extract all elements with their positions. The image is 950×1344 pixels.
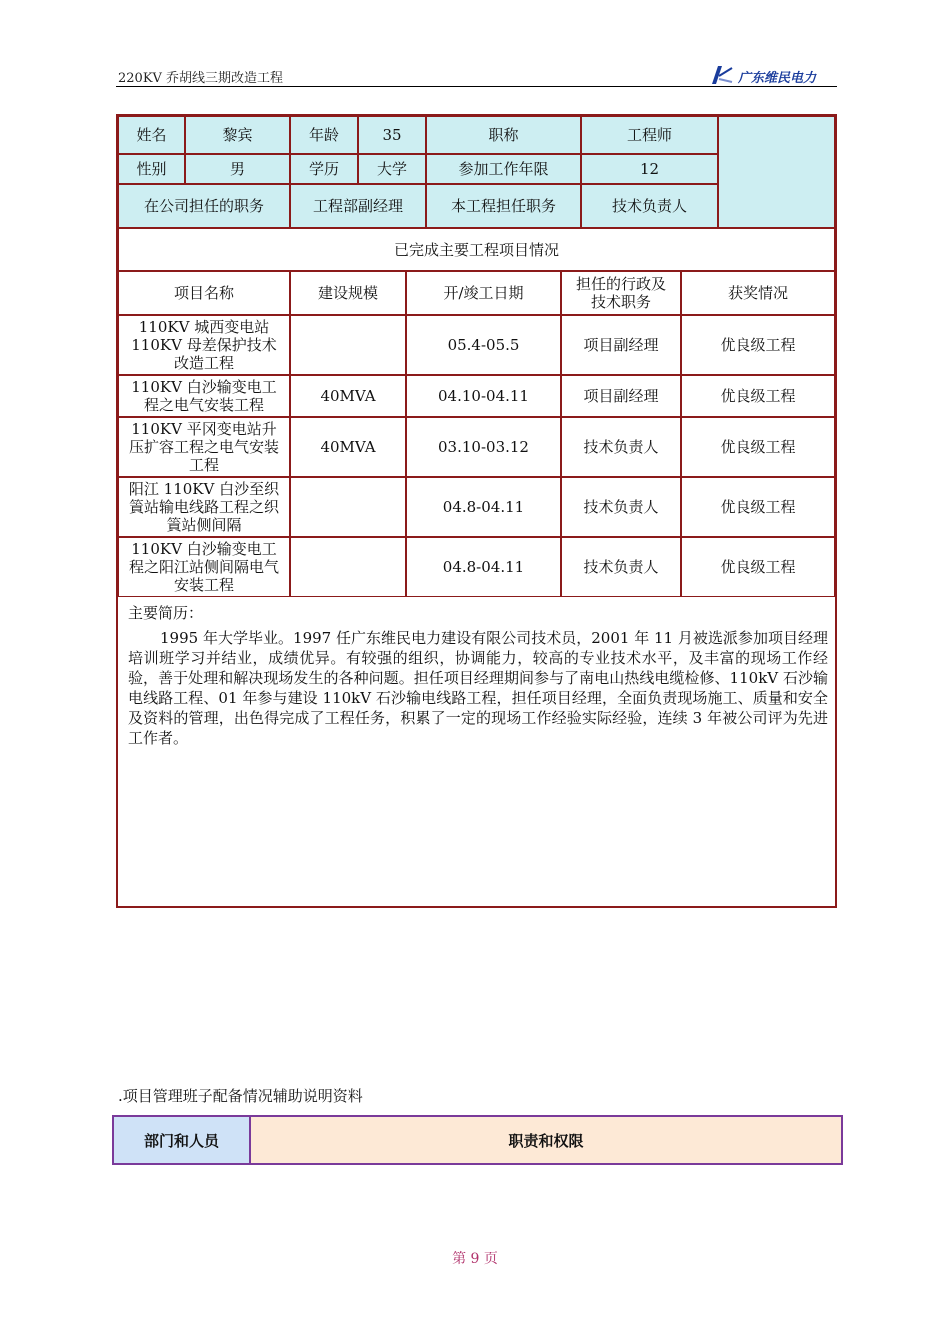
project-row-4-scale [290, 477, 406, 537]
logo-text: 广东维民电力 [738, 71, 817, 86]
col-header-scale: 建设规模 [290, 271, 406, 315]
project-row-5-name: 110KV 白沙输变电工程之阳江站侧间隔电气安装工程 [118, 537, 290, 597]
gender-label: 性别 [118, 154, 185, 184]
project-row-1-award: 优良级工程 [681, 315, 835, 375]
project-row-3-award: 优良级工程 [681, 417, 835, 477]
project-row-5-dates: 04.8-04.11 [406, 537, 561, 597]
resume-label: 主要简历： [128, 604, 204, 622]
project-row-3-scale: 40MVA [290, 417, 406, 477]
project-row-2-award: 优良级工程 [681, 375, 835, 417]
company-position-label: 在公司担任的职务 [118, 184, 290, 228]
project-row-5-award: 优良级工程 [681, 537, 835, 597]
project-row-2-role: 项目副经理 [561, 375, 681, 417]
project-row-4-dates: 04.8-04.11 [406, 477, 561, 537]
project-row-3-name: 110KV 平冈变电站升压扩容工程之电气安装工程 [118, 417, 290, 477]
project-row-1-scale [290, 315, 406, 375]
company-position-value: 工程部副经理 [290, 184, 426, 228]
project-row-3-dates: 03.10-03.12 [406, 417, 561, 477]
company-logo [708, 64, 838, 88]
work-years-label: 参加工作年限 [426, 154, 581, 184]
resume-text: 1995 年大学毕业。1997 任广东维民电力建设有限公司技术员，2001 年 11 月被选派参加项目经理培训班学习并结业，成绩优异。有较强的组织，协调能力，较高的专业技术水平，及丰富的现场工作经验，善于处理和解决现场发生的各种问题。担任项目经理期间参与了南电山热线电缆检修、110kV 石沙输电线路工程、01 年参与建设 110kV 石沙输电线路工程，担任项目经理，全面负责现场施工、质量和安全及资料的管理，出色得完成了工程任务，积累了一定的现场工作经验实际经验，连续 3 年被公司评为先进工作者。 [128, 629, 828, 747]
project-row-2-dates: 04.10-04.11 [406, 375, 561, 417]
col-header-award: 获奖情况 [681, 271, 835, 315]
project-row-1-role: 项目副经理 [561, 315, 681, 375]
col-header-dates: 开/竣工日期 [406, 271, 561, 315]
project-position-value: 技术负责人 [581, 184, 718, 228]
age-label: 年龄 [290, 116, 358, 154]
education-label: 学历 [290, 154, 358, 184]
col-header-project-name: 项目名称 [118, 271, 290, 315]
logo-icon [708, 64, 736, 88]
duties-authority-header: 职责和权限 [249, 1115, 843, 1165]
col-header-role: 担任的行政及技术职务 [561, 271, 681, 315]
name-value: 黎宾 [185, 116, 290, 154]
page-number: 第 9 页 [452, 1251, 498, 1267]
project-row-5-scale [290, 537, 406, 597]
gender-value: 男 [185, 154, 290, 184]
project-row-1-dates: 05.4-05.5 [406, 315, 561, 375]
header-divider [116, 86, 837, 87]
project-row-5-role: 技术负责人 [561, 537, 681, 597]
education-value: 大学 [358, 154, 426, 184]
title-label: 职称 [426, 116, 581, 154]
project-row-1-name: 110KV 城西变电站 110KV 母差保护技术改造工程 [118, 315, 290, 375]
project-row-4-award: 优良级工程 [681, 477, 835, 537]
project-row-2-scale: 40MVA [290, 375, 406, 417]
photo-cell [718, 116, 835, 228]
project-row-2-name: 110KV 白沙输变电工程之电气安装工程 [118, 375, 290, 417]
name-label: 姓名 [118, 116, 185, 154]
project-row-4-role: 技术负责人 [561, 477, 681, 537]
age-value: 35 [358, 116, 426, 154]
project-position-label: 本工程担任职务 [426, 184, 581, 228]
work-years-value: 12 [581, 154, 718, 184]
project-row-4-name: 阳江 110KV 白沙至织篢站输电线路工程之织篢站侧间隔 [118, 477, 290, 537]
header-title: 220KV 乔胡线三期改造工程 [118, 71, 284, 86]
project-row-3-role: 技术负责人 [561, 417, 681, 477]
dept-personnel-header: 部门和人员 [112, 1115, 251, 1165]
title-value: 工程师 [581, 116, 718, 154]
projects-section-title: 已完成主要工程项目情况 [118, 228, 835, 271]
section2-title: .项目管理班子配备情况辅助说明资料 [118, 1087, 363, 1105]
